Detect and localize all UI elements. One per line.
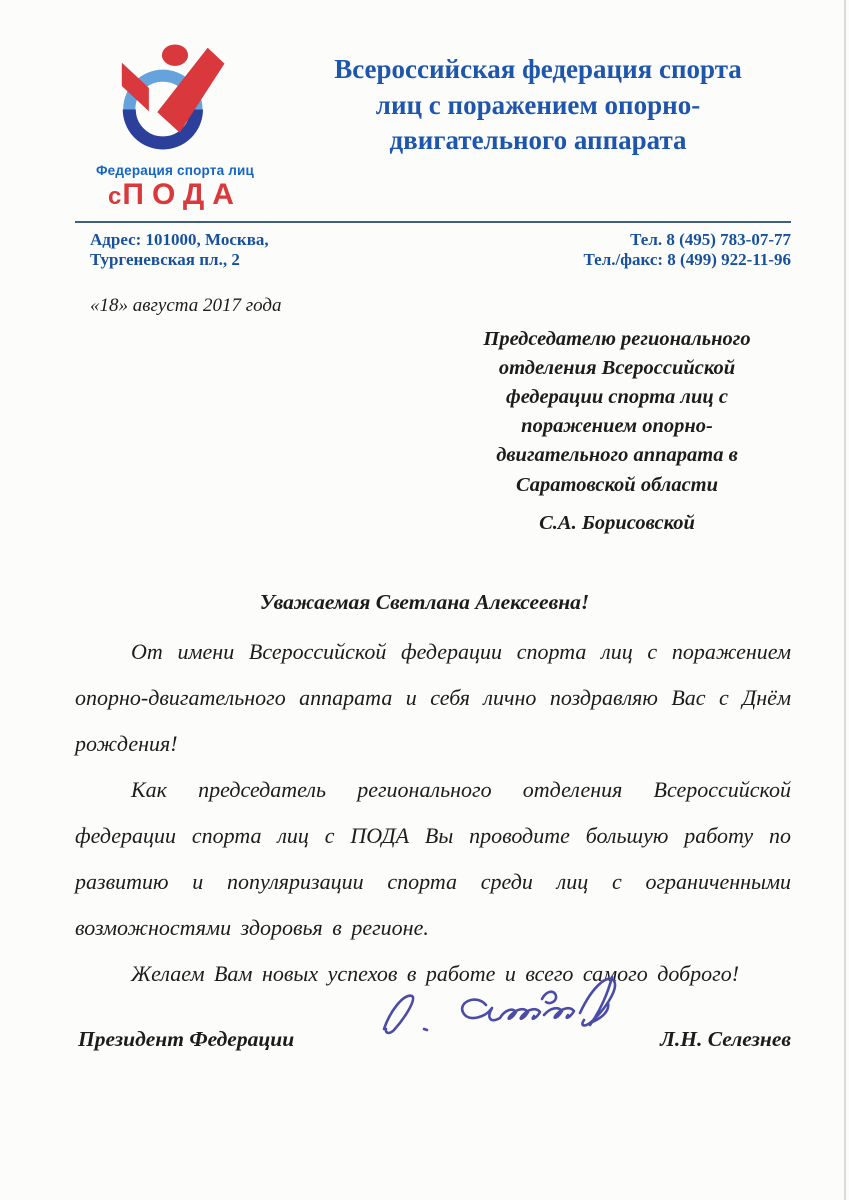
address-line: Адрес: 101000, Москва, (90, 229, 269, 249)
salutation: Уважаемая Светлана Алексеевна! (259, 589, 590, 614)
signer-position: Президент Федерации (78, 1026, 295, 1051)
address-block (90, 230, 269, 271)
letter-body (75, 629, 791, 997)
logo-acronym-main: ПОДА (122, 178, 242, 211)
logo-acronym-prefix: с (108, 183, 123, 210)
address-line: Тургеневская пл., 2 (90, 250, 240, 270)
body-paragraph: Как председатель регионального отделения Всероссийской федерации спорта лиц с ПОДА Вы проводите большую работу по развитию и популяризации спорта среди лиц с ограниченными возможностями здоровья в регионе. (75, 776, 791, 940)
logo-caption: Федерация спорта лиц (95, 163, 255, 178)
body-paragraph: От имени Всероссийской федерации спорта лиц с поражением опорно-двигательного аппарата и себя лично поздравляю Вас с Днём рождения! (75, 638, 791, 756)
contact-block (90, 230, 791, 271)
handwritten-signature-icon (328, 965, 628, 1043)
organization-title (255, 40, 821, 211)
recipient-line: федерации спорта лиц с (506, 386, 728, 409)
recipient-line: Саратовской области (515, 473, 719, 496)
recipient-block (417, 325, 817, 538)
date-line: «18» августа 2017 года (90, 294, 282, 316)
signer-name: Л.Н. Селезнев (660, 1026, 791, 1051)
phone-line: Тел. 8 (495) 783-07-77 (630, 229, 791, 249)
phone-line: Тел./факс: 8 (499) 922-11-96 (583, 250, 791, 270)
scan-edge-artifact (844, 0, 846, 1200)
organization-title-line: Всероссийская федерация спорта (334, 54, 742, 84)
recipient-line: поражением опорно- (521, 415, 713, 438)
recipient-name: С.А. Борисовской (539, 511, 695, 534)
organization-title-line: двигательного аппарата (389, 125, 687, 156)
recipient-line: Председателю регионального (483, 327, 751, 350)
recipient-line: двигательного аппарата в (496, 444, 738, 467)
header-divider (75, 221, 791, 223)
organization-title-line: лиц с поражением опорно- (375, 89, 701, 120)
phone-block (583, 230, 791, 271)
recipient-line: отделения Всероссийской (498, 357, 736, 380)
signature-row (78, 1027, 791, 1052)
logo-acronym (95, 179, 255, 211)
body-paragraph: Желаем Вам новых успехов в работе и всего самого доброго! (131, 960, 740, 986)
letterhead (0, 0, 849, 211)
federation-logo-icon (105, 40, 245, 160)
federation-logo (95, 40, 255, 211)
